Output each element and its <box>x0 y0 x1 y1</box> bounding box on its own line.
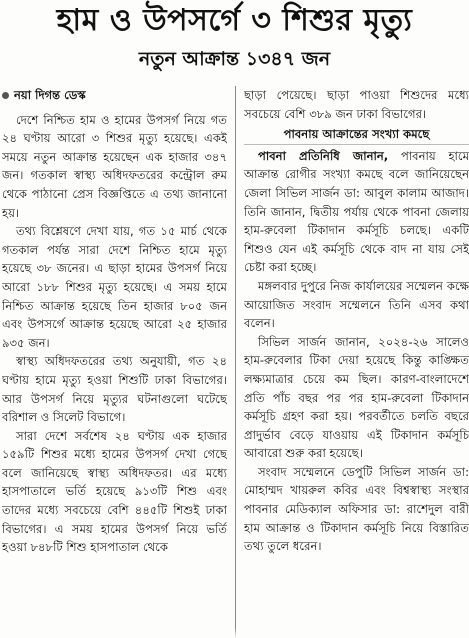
paragraph-text: পাবনায় হামে আক্রান্ত রোগীর সংখ্যা কমছে বলে জানিয়েছেন জেলা সিভিল সার্জন ডা: আবুল কালাম আজাদ। তিনি জানান, দ্বিতীয় পর্যায় থেকে পাবনা জেলায় হাম-রুবেলা টিকাদান কর্মসূচি চলছে। একটি শিশুও যেন এই কর্মসূচি থেকে বাদ না যায় সেই চেষ্টা করা হচ্ছে। <box>244 148 469 275</box>
column-divider <box>235 86 236 638</box>
paragraph: স্বাস্থ্য অধিদফতরের তথ্য অনুযায়ী, গত ২৪ ঘণ্টায় হামে মৃত্যু হওয়া শিশুটি ঢাকা বিভাগের। আর উপসর্গ নিয়ে মৃত্যুর ঘটনাগুলো ঘটেছে বরিশাল ও সিলেট বিভাগে। <box>2 354 227 425</box>
bullet-icon <box>2 92 9 99</box>
paragraph: দেশে নিশ্চিত হাম ও হামের উপসর্গ নিয়ে গত ২৪ ঘণ্টায় আরো ৩ শিশুর মৃত্যু হয়েছে। একই সময়ে নতুন আক্রান্ত হয়েছেন এক হাজার ৩৪৭ জন। গতকাল স্বাস্থ্য অধিদফতরের কন্ট্রোল রুম থেকে পাঠানো প্রেস বিজ্ঞপ্তিতে এ তথ্য জানানো হয়। <box>2 112 227 220</box>
paragraph: সংবাদ সম্মেলনে ডেপুটি সিভিল সার্জন ডা: মোহাম্মদ খায়রুল কবির এবং বিশ্বস্বাস্থ্য সংস্থার পাবনার মেডিক্যাল অফিসার ডা: রাশেদুল বারী হাম আক্রান্ত ও টিকাদান কর্মসূচি নিয়ে বিস্তারিত তথ্য তুলে ধরেন। <box>244 464 469 554</box>
left-column <box>2 86 227 638</box>
subheadline: নতুন আক্রান্ত ১৩৪৭ জন <box>138 48 331 70</box>
paragraph: ছাড়া পেয়েছে। ছাড়া পাওয়া শিশুদের মধ্যে সবচেয়ে বেশি ৩৮৯ জন ঢাকা বিভাগের। <box>244 88 469 121</box>
byline <box>2 86 227 105</box>
right-column <box>244 86 469 638</box>
headline: হাম ও উপসর্গে ৩ শিশুর মৃত্যু <box>56 3 413 38</box>
section-lead: পাবনা প্রতিনিধি জানান, <box>258 148 389 163</box>
page-edge <box>0 628 469 638</box>
section-title: পাবনায় আক্রান্তের সংখ্যা কমছে <box>244 125 469 145</box>
paragraph: সারা দেশে সর্বশেষ ২৪ ঘণ্টায় এক হাজার ১৫৯টি শিশুর মধ্যে হামের উপসর্গ দেখা গেছে বলে জানিয়েছে স্বাস্থ্য অধিদফতর। এর মধ্যে হাসপাতালে ভর্তি হয়েছে ৯১৩টি শিশু এবং তাদের মধ্যে সবচেয়ে বেশি ৪৪৫টি শিশুই ঢাকা বিভাগের। এ সময় হামের উপসর্গ নিয়ে ভর্তি হওয়া ৮৪৮টি শিশু হাসপাতাল থেকে <box>2 428 227 555</box>
byline-text: নয়া দিগন্ত ডেস্ক <box>14 88 86 102</box>
paragraph: মঙ্গলবার দুপুরে নিজ কার্যালয়ের সম্মেলন কক্ষে আয়োজিত সংবাদ সম্মেলনে তিনি এসব কথা বলেন। <box>244 278 469 331</box>
paragraph: সিভিল সার্জন জানান, ২০২৪-২৬ সালেও হাম-রুবেলার টিকা দেয়া হয়েছে কিন্তু কাঙ্ক্ষিত লক্ষ্যমাত্রার চেয়ে কম ছিল। কারণ-বাংলাদেশে প্রতি পাঁচ বছর পর পর হাম-রুবেলা টিকাদান কর্মসূচি গ্রহণ করা হয়। পরবর্তীতে চলতি বছরে প্রাদুর্ভাব বেড়ে যাওয়ায় এই টিকাদান কর্মসূচি আবারো শুরু করা হয়েছে। <box>244 334 469 461</box>
paragraph <box>244 147 469 277</box>
paragraph: তথ্য বিশ্লেষণে দেখা যায়, গত ১৫ মার্চ থেকে গতকাল পর্যন্ত সারা দেশে নিশ্চিত হামে মৃত্যু হয়েছে ৩৮ জনের। এ ছাড়া হামের উপসর্গ নিয়ে আরো ১৮৮ শিশুর মৃত্যু হয়েছে। এ সময় হামে নিশ্চিত আক্রান্ত হয়েছে তিন হাজার ৮০৫ জন এবং উপসর্গে আক্রান্ত হয়েছে আরো ২৫ হাজার ৯৩৫ জন। <box>2 224 227 350</box>
